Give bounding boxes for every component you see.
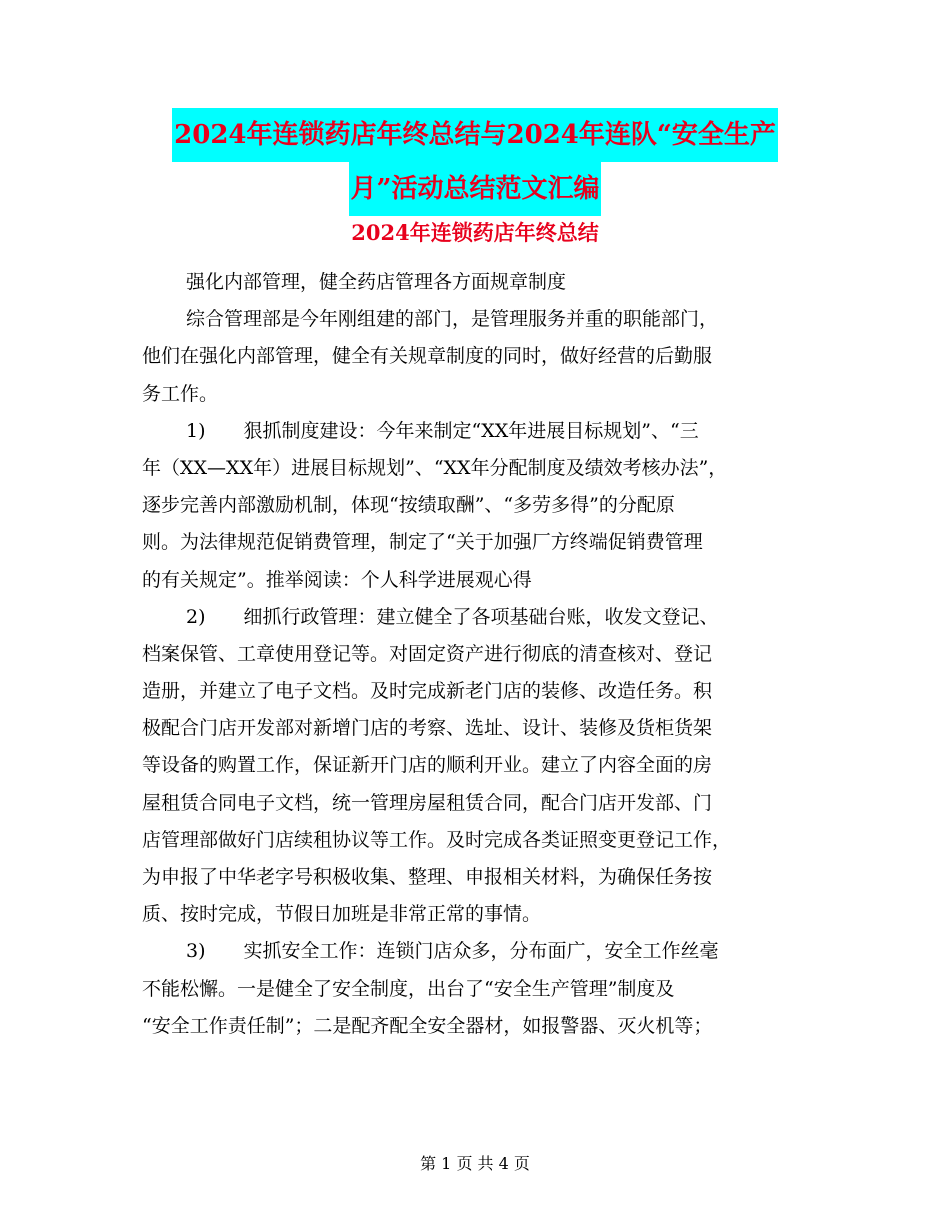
document-title-line-1: 2024年连锁药店年终总结与2024年连队“安全生产 (172, 108, 778, 162)
paragraph-line: 年（XX—XX年）进展目标规划”、“XX年分配制度及绩效考核办法”， (142, 456, 728, 479)
paragraph-line: 的有关规定”。推举阅读：个人科学进展观心得 (142, 568, 532, 591)
paragraph-line: 档案保管、工章使用登记等。对固定资产进行彻底的清查核对、登记 (142, 642, 713, 665)
paragraph-line: 造册，并建立了电子文档。及时完成新老门店的装修、改造任务。积 (142, 680, 713, 703)
section-title: 2024年连锁药店年终总结 (351, 220, 599, 245)
paragraph-line: “安全工作责任制”；二是配齐配全安全器材，如报警器、灭火机等； (142, 1014, 713, 1037)
paragraph-line: 逐步完善内部激励机制，体现“按绩取酬”、“多劳多得”的分配原 (142, 494, 675, 517)
paragraph-line: 则。为法律规范促销费管理，制定了“关于加强厂方终端促销费管理 (142, 531, 703, 554)
paragraph-line: 他们在强化内部管理，健全有关规章制度的同时，做好经营的后勤服 (142, 345, 713, 368)
paragraph-line: 综合管理部是今年刚组建的部门，是管理服务并重的职能部门， (186, 308, 719, 331)
paragraph-line: 为申报了中华老字号积极收集、整理、申报相关材料，为确保任务按 (142, 866, 713, 888)
document-title-line-2: 月”活动总结范文汇编 (349, 162, 602, 216)
paragraph-line: 屋租赁合同电子文档，统一管理房屋租赁合同，配合门店开发部、门 (142, 791, 713, 814)
paragraph-line: 质、按时完成，节假日加班是非常正常的事情。 (142, 903, 542, 926)
paragraph-line: 1) 狠抓制度建设：今年来制定“XX年进展目标规划”、“三 (186, 419, 699, 442)
paragraph-line: 3) 实抓安全工作：连锁门店众多，分布面广，安全工作丝毫 (186, 940, 719, 963)
paragraph-line: 店管理部做好门店续租协议等工作。及时完成各类证照变更登记工作， (142, 828, 732, 851)
paragraph-line: 不能松懈。一是健全了安全制度，出台了“安全生产管理”制度及 (142, 977, 675, 1000)
document-title (0, 108, 950, 216)
page-number: 第 1 页 共 4 页 (420, 1154, 530, 1173)
document-body (142, 264, 812, 1045)
paragraph-line: 务工作。 (142, 382, 219, 405)
paragraph-heading: 强化内部管理，健全药店管理各方面规章制度 (186, 271, 567, 293)
paragraph-line: 极配合门店开发部对新增门店的考察、选址、设计、装修及货柜货架 (142, 717, 713, 740)
paragraph-line: 等设备的购置工作，保证新开门店的顺利开业。建立了内容全面的房 (142, 754, 713, 777)
paragraph-line: 2) 细抓行政管理：建立健全了各项基础台账，收发文登记、 (186, 605, 719, 628)
